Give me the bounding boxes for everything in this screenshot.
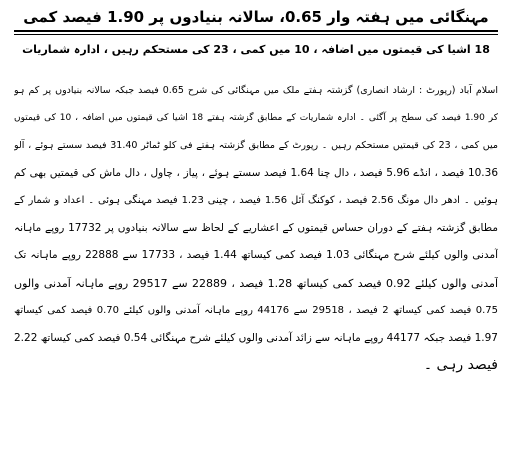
article-line: آمدنی والوں کیلئے 0.92 فیصد کمی کیساتھ 1.28 فیصد ، 22889 سے 29517 روپے ماہانہ آمدنی والوں: [14, 276, 498, 290]
headline-divider-bottom: [14, 34, 498, 35]
article-line: 1.97 فیصد جبکہ 44177 روپے ماہانہ سے زائد آمدنی والوں کیلئے شرح مہنگائی 0.54 فیصد کمی کیساتھ 2.22: [14, 331, 498, 344]
headline-divider-top: [14, 30, 498, 32]
article-line: آمدنی والوں کیلئے شرح مہنگائی 1.03 فیصد کمی کیساتھ 1.44 فیصد ، 17733 سے 22888 روپے ماہانہ تک: [14, 249, 498, 261]
article-line: مطابق گزشتہ ہفتے کے دوران حساس قیمتوں کے اعشاریے کے لحاظ سے سالانہ بنیادوں پر 17732 روپے ماہانہ: [14, 221, 498, 234]
headline-main: مہنگائی میں ہفتہ وار 0.65، سالانہ بنیادوں پر 1.90 فیصد کمی: [23, 8, 489, 26]
article-line: میں کمی ، 23 کی قیمتیں مستحکم رہیں ۔ رپورٹ کے مطابق گزشتہ ہفتے فی کلو ٹماٹر 31.40 فیصد سستے ہوئے ، آلو: [14, 140, 498, 151]
article-line: کر 1.90 فیصد کی سطح پر آگئی ۔ ادارہ شماریات کے مطابق گزشتہ ہفتے 18 اشیا کی قیمتوں میں اضافہ ، 10 کی قیمتوں: [14, 112, 498, 123]
article-line: ہوئیں ۔ ادھر دال مونگ 2.56 فیصد ، کوکنگ آئل 1.56 فیصد ، چینی 1.23 فیصد مہنگی ہوئی ۔ اعداد و شمار کے: [14, 195, 498, 206]
article-line: فیصد رہی ۔: [423, 357, 498, 373]
headline-sub: 18 اشیا کی قیمتوں میں اضافہ ، 10 میں کمی ، 23 کی مستحکم رہیں ، ادارہ شماریات: [22, 43, 490, 56]
article-line: 0.75 فیصد کمی کیساتھ 2 فیصد ، 29518 سے 44176 روپے ماہانہ آمدنی والوں کیلئے 0.70 فیصد کمی کیساتھ: [14, 305, 498, 316]
article-line: 10.36 فیصد ، انڈے 5.96 فیصد ، دال چنا 1.64 فیصد سستے ہوئے ، پیاز ، چاول ، دال ماش کی قیمتیں بھی کم: [14, 166, 498, 179]
article-line: اسلام آباد (رپورٹ : ارشاد انصاری) گزشتہ ہفتے ملک میں مہنگائی کی شرح 0.65 فیصد جبکہ سالانہ بنیادوں پر کم ہو: [14, 85, 498, 96]
article-body: [14, 77, 498, 380]
